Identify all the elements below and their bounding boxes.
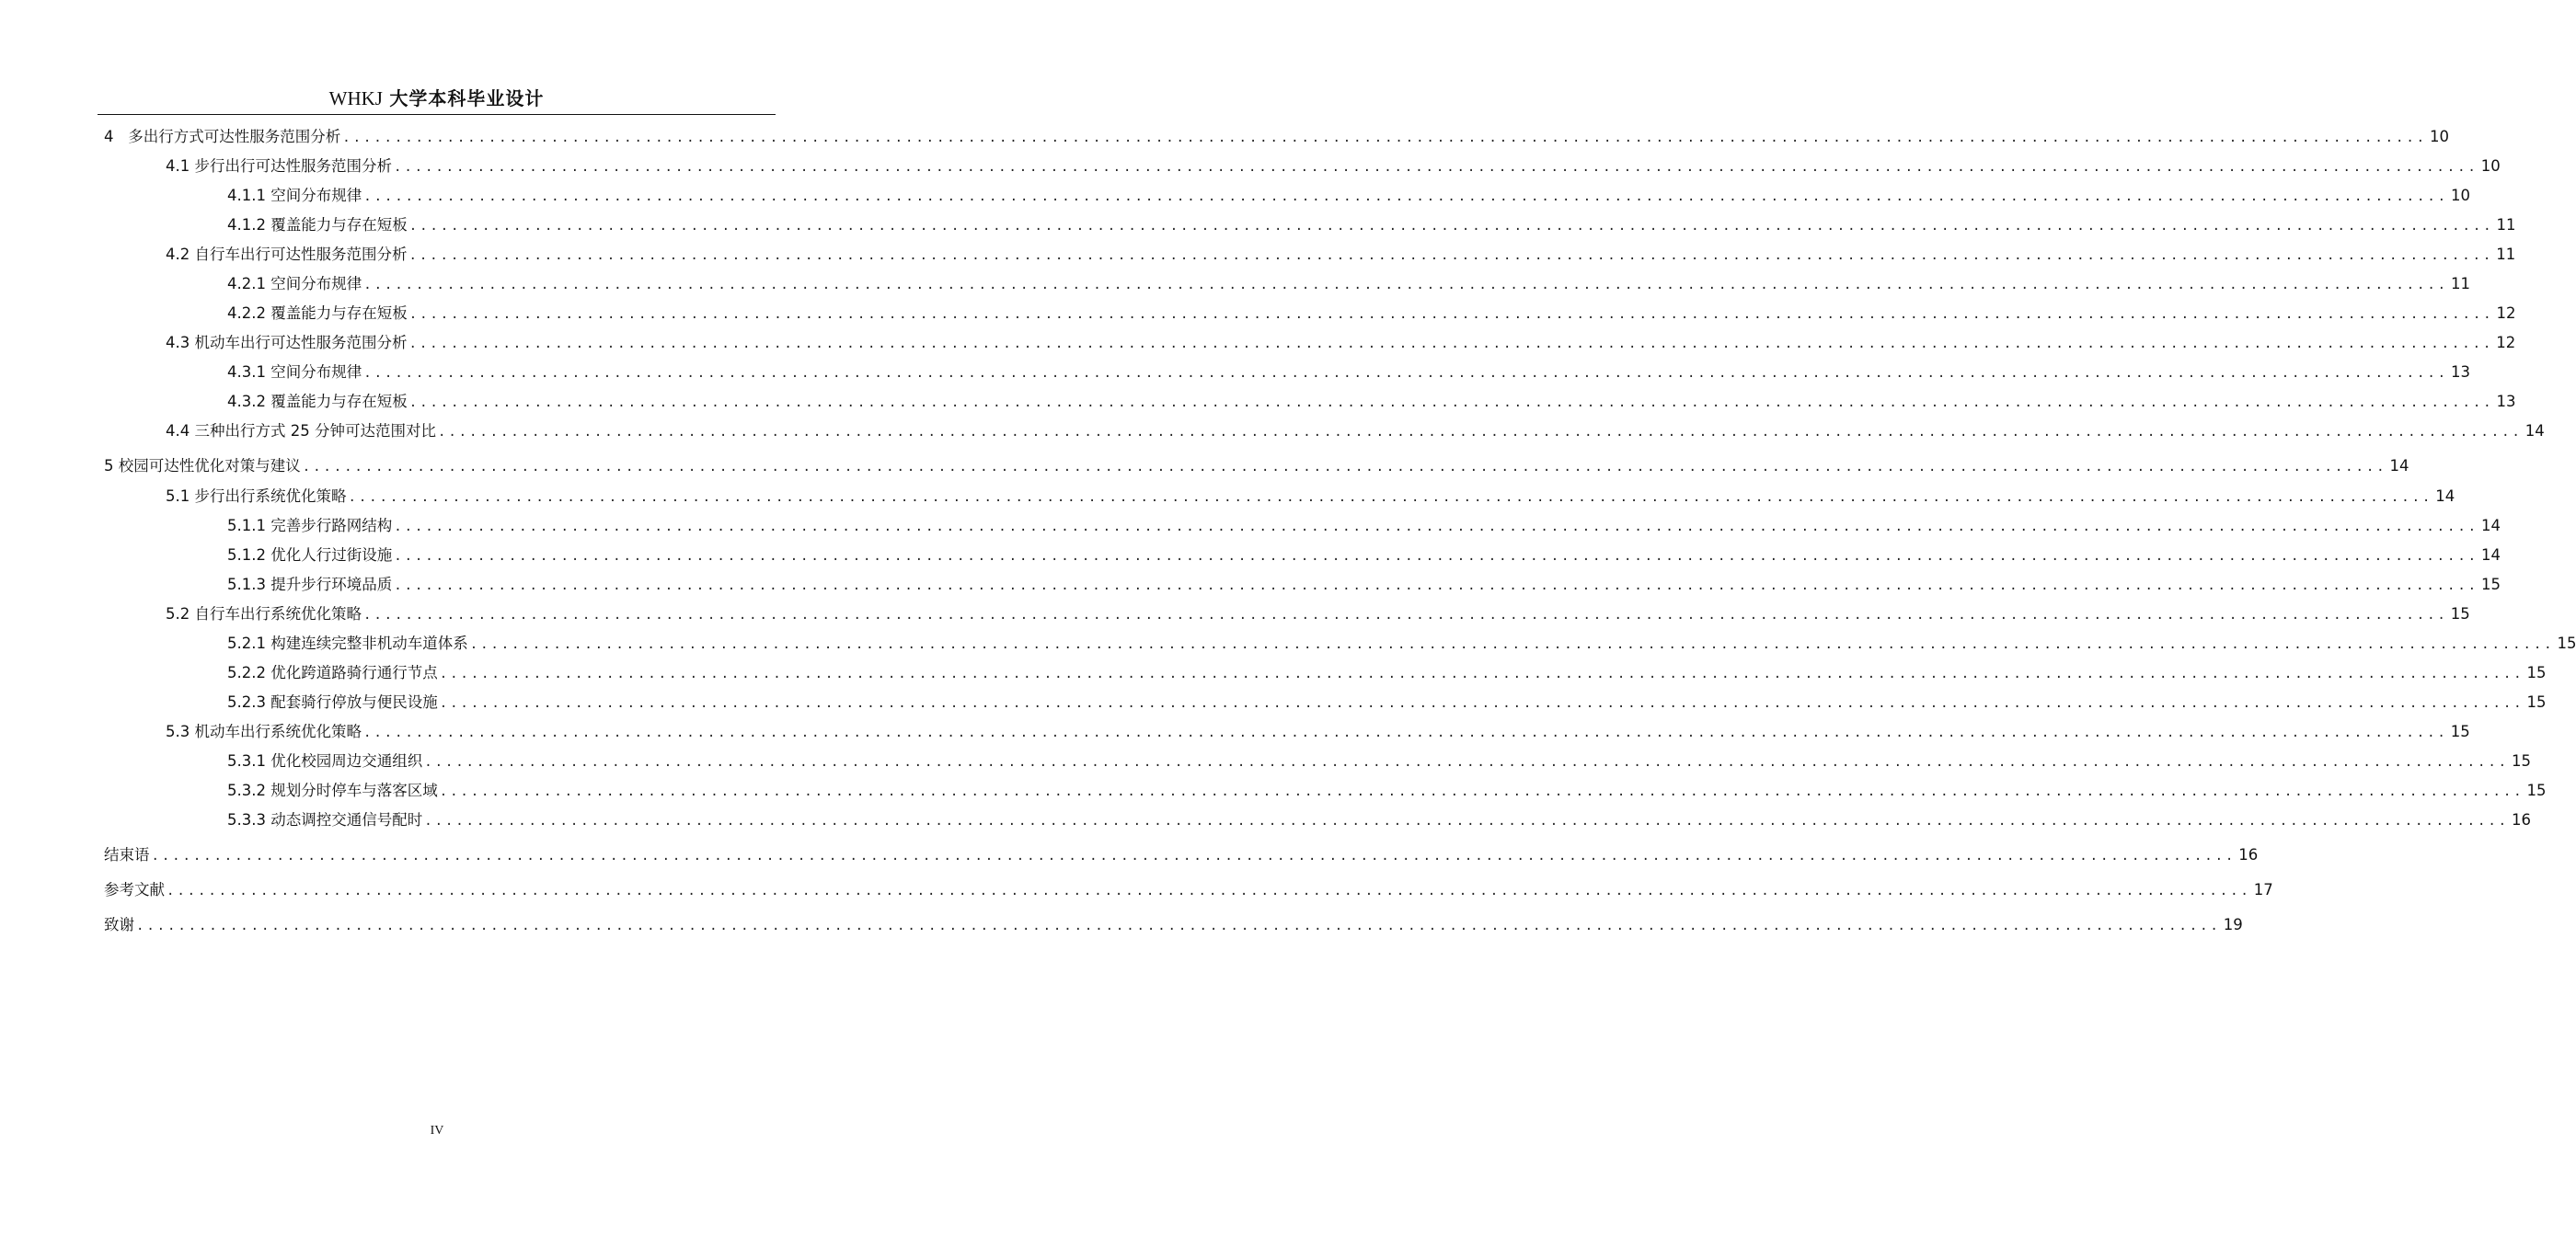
- toc-dot-leader: ........................................................................................................................................................................................................: [363, 278, 2448, 292]
- toc-entry-number: 5.3.3: [227, 811, 271, 829]
- toc-entry[interactable]: [104, 914, 2243, 936]
- toc-dot-leader: ........................................................................................................................................................................................................: [167, 884, 2251, 898]
- toc-entry-page: 11: [2496, 246, 2516, 263]
- toc-dot-leader: ........................................................................................................................................................................................................: [439, 667, 2524, 681]
- toc-entry-page: 15: [2450, 605, 2470, 623]
- toc-entry[interactable]: [166, 420, 2545, 442]
- toc-entry[interactable]: [227, 391, 2516, 413]
- toc-dot-leader: ........................................................................................................................................................................................................: [408, 248, 2494, 263]
- toc-entry-page: 15: [2526, 693, 2547, 711]
- toc-dot-leader: ........................................................................................................................................................................................................: [439, 784, 2524, 799]
- toc-entry[interactable]: [104, 126, 2449, 148]
- toc-entry-title: 三种出行方式 25 分钟可达范围对比: [194, 422, 436, 440]
- toc-entry-number: 5.2.1: [227, 635, 271, 652]
- toc-entry-page: 14: [2435, 487, 2455, 505]
- toc-dot-leader: ........................................................................................................................................................................................................: [408, 307, 2494, 322]
- toc-dot-leader: ........................................................................................................................................................................................................: [408, 395, 2494, 410]
- toc-entry-page: 13: [2496, 393, 2516, 410]
- toc-entry[interactable]: [166, 244, 2516, 266]
- toc-entry-title: 空间分布规律: [270, 275, 362, 292]
- toc-entry-number: 4.3.2: [227, 393, 271, 410]
- toc-entry[interactable]: [166, 603, 2470, 625]
- toc-entry[interactable]: [227, 273, 2470, 295]
- header-school-abbr: WHKJ: [328, 87, 383, 109]
- toc-entry[interactable]: [227, 662, 2547, 684]
- toc-entry-number: 4.3.1: [227, 363, 271, 381]
- toc-dot-leader: ........................................................................................................................................................................................................: [342, 131, 2427, 145]
- toc-entry-page: 12: [2496, 334, 2516, 351]
- toc-entry-page: 17: [2253, 881, 2273, 898]
- toc-entry[interactable]: [227, 692, 2547, 714]
- toc-dot-leader: ........................................................................................................................................................................................................: [408, 337, 2494, 351]
- toc-entry-number: 5.2: [166, 605, 195, 623]
- toc-entry-page: 15: [2450, 723, 2470, 740]
- toc-entry-title: 完善步行路网结构: [270, 517, 393, 534]
- toc-entry-title: 机动车出行系统优化策略: [194, 723, 362, 740]
- toc-entry[interactable]: [227, 750, 2531, 772]
- toc-dot-leader: ........................................................................................................................................................................................................: [438, 425, 2523, 440]
- toc-entry-page: 16: [2511, 811, 2531, 829]
- toc-entry-number: 4.3: [166, 334, 195, 351]
- toc-entry-page: 15: [2526, 664, 2547, 681]
- toc-entry-title: 多出行方式可达性服务范围分析: [128, 128, 341, 145]
- toc-dot-leader: ........................................................................................................................................................................................................: [408, 219, 2494, 234]
- toc-entry-number: 5.1: [166, 487, 195, 505]
- toc-entry-number: 4.2.1: [227, 275, 271, 292]
- toc-entry-number: 5.3.2: [227, 782, 271, 799]
- toc-dot-leader: ........................................................................................................................................................................................................: [394, 520, 2478, 534]
- toc-entry-number: 5.1.3: [227, 576, 271, 593]
- toc-entry-title: 优化校园周边交通组织: [270, 752, 423, 770]
- toc-entry[interactable]: [227, 214, 2516, 236]
- toc-entry-title: 动态调控交通信号配时: [270, 811, 423, 829]
- toc-entry-page: 14: [2480, 517, 2501, 534]
- toc-entry-title: 致谢: [104, 916, 134, 933]
- toc-dot-leader: ........................................................................................................................................................................................................: [363, 366, 2448, 381]
- toc-entry[interactable]: [166, 486, 2455, 508]
- toc-entry[interactable]: [227, 303, 2516, 325]
- toc-entry-page: 15: [2526, 782, 2547, 799]
- toc-entry-title: 自行车出行可达性服务范围分析: [194, 246, 408, 263]
- toc-dot-leader: ........................................................................................................................................................................................................: [439, 696, 2524, 711]
- toc-entry-number: 4.1: [166, 157, 195, 175]
- toc-entry[interactable]: [166, 155, 2501, 177]
- toc-entry[interactable]: [104, 455, 2409, 477]
- toc-entry-title: 空间分布规律: [270, 187, 362, 204]
- toc-entry-page: 14: [2389, 457, 2409, 475]
- toc-entry-number: 5.3.1: [227, 752, 271, 770]
- toc-entry-page: 15: [2557, 635, 2576, 652]
- toc-entry-page: 12: [2496, 304, 2516, 322]
- page-number: IV: [430, 1124, 444, 1138]
- toc-entry-page: 16: [2238, 846, 2259, 864]
- toc-entry-number: 5.2.2: [227, 664, 271, 681]
- toc-entry-page: 10: [2480, 157, 2501, 175]
- toc-entry[interactable]: [227, 361, 2470, 383]
- toc-entry-number: 4.2: [166, 246, 195, 263]
- toc-entry-page: 10: [2429, 128, 2449, 145]
- toc-entry-page: 13: [2450, 363, 2470, 381]
- toc-entry-number: 5.1.2: [227, 546, 271, 564]
- toc-entry-page: 14: [2480, 546, 2501, 564]
- toc-entry[interactable]: [227, 809, 2531, 831]
- toc-entry-number: 4.4: [166, 422, 195, 440]
- toc-entry-page: 15: [2480, 576, 2501, 593]
- toc-entry-number: 5.2.3: [227, 693, 271, 711]
- toc-dot-leader: ........................................................................................................................................................................................................: [363, 726, 2448, 740]
- toc-entry-number: 4.1.1: [227, 187, 271, 204]
- toc-entry[interactable]: [227, 515, 2501, 537]
- toc-entry[interactable]: [227, 780, 2547, 802]
- toc-entry-page: 19: [2223, 916, 2243, 933]
- toc-entry[interactable]: [227, 544, 2501, 566]
- toc-entry-title: 自行车出行系统优化策略: [194, 605, 362, 623]
- toc-entry[interactable]: [227, 633, 2576, 655]
- toc-entry-page: 15: [2511, 752, 2531, 770]
- toc-entry-number: 4.1.2: [227, 216, 271, 234]
- toc-entry-page: 14: [2524, 422, 2545, 440]
- toc-entry-number: 4: [104, 128, 129, 145]
- toc-dot-leader: ........................................................................................................................................................................................................: [302, 460, 2387, 475]
- toc-entry-title: 配套骑行停放与便民设施: [270, 693, 438, 711]
- toc-entry-number: 4.2.2: [227, 304, 271, 322]
- toc-entry[interactable]: [104, 844, 2259, 866]
- toc-dot-leader: ........................................................................................................................................................................................................: [394, 578, 2478, 593]
- toc-entry[interactable]: [104, 879, 2273, 901]
- toc-dot-leader: ........................................................................................................................................................................................................: [348, 490, 2433, 505]
- toc-entry-number: 5.3: [166, 723, 195, 740]
- toc-entry-title: 覆盖能力与存在短板: [270, 304, 408, 322]
- toc-dot-leader: ........................................................................................................................................................................................................: [136, 919, 2221, 933]
- toc-entry-title: 规划分时停车与落客区域: [270, 782, 438, 799]
- toc-entry-title: 优化人行过街设施: [270, 546, 393, 564]
- toc-entry-title: 覆盖能力与存在短板: [270, 393, 408, 410]
- toc-entry-number: 5.1.1: [227, 517, 271, 534]
- toc-entry-page: 10: [2450, 187, 2470, 204]
- toc-dot-leader: ........................................................................................................................................................................................................: [363, 189, 2448, 204]
- toc-entry-title: 构建连续完整非机动车道体系: [270, 635, 468, 652]
- toc-dot-leader: ........................................................................................................................................................................................................: [151, 849, 2237, 864]
- toc-dot-leader: ........................................................................................................................................................................................................: [469, 637, 2555, 652]
- toc-entry-title: 提升步行环境品质: [270, 576, 393, 593]
- header-title: 大学本科毕业设计: [389, 87, 545, 109]
- toc-entry-title: 步行出行可达性服务范围分析: [194, 157, 392, 175]
- toc-entry-title: 空间分布规律: [270, 363, 362, 381]
- toc-entry-page: 11: [2450, 275, 2470, 292]
- toc-dot-leader: ........................................................................................................................................................................................................: [424, 755, 2509, 770]
- toc-entry[interactable]: [227, 574, 2501, 596]
- toc-entry-title: 校园可达性优化对策与建议: [118, 457, 301, 475]
- toc-dot-leader: ........................................................................................................................................................................................................: [394, 160, 2478, 175]
- toc-entry[interactable]: [166, 721, 2470, 743]
- toc-entry-title: 步行出行系统优化策略: [194, 487, 347, 505]
- toc-entry-page: 11: [2496, 216, 2516, 234]
- toc-entry-title: 参考文献: [104, 881, 165, 898]
- toc-dot-leader: ........................................................................................................................................................................................................: [363, 608, 2448, 623]
- toc-entry[interactable]: [166, 332, 2516, 354]
- toc-dot-leader: ........................................................................................................................................................................................................: [424, 814, 2509, 829]
- toc-entry-title: 机动车出行可达性服务范围分析: [194, 334, 408, 351]
- toc-entry-title: 结束语: [104, 846, 150, 864]
- toc-entry[interactable]: [227, 185, 2470, 207]
- toc-entry-title: 覆盖能力与存在短板: [270, 216, 408, 234]
- toc-entry-title: 优化跨道路骑行通行节点: [270, 664, 438, 681]
- toc-dot-leader: ........................................................................................................................................................................................................: [394, 549, 2478, 564]
- toc-entry-number: 5: [104, 457, 119, 475]
